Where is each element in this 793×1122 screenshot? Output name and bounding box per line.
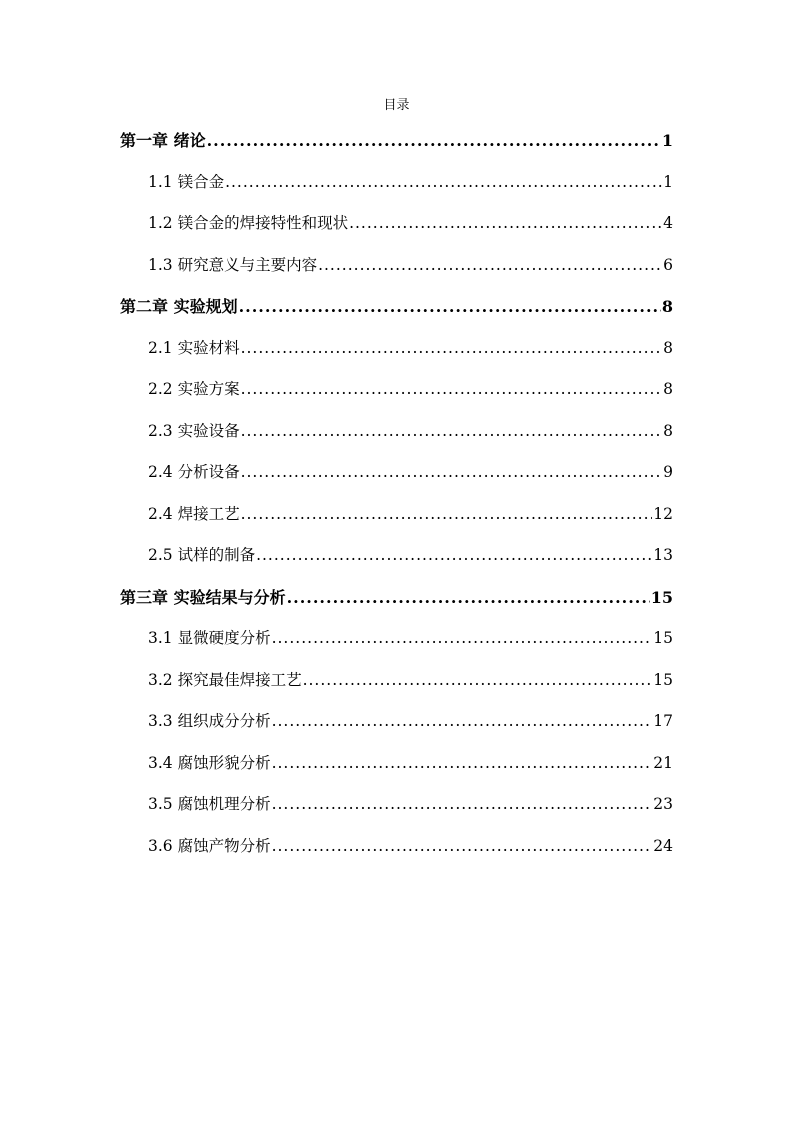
toc-entry-section[interactable]: [120, 701, 673, 743]
dot-leader: [241, 494, 653, 536]
dot-leader: [241, 328, 663, 370]
toc-entry-section[interactable]: [120, 660, 673, 702]
toc-entry-label: 第一章 绪论: [120, 131, 206, 150]
dot-leader: [272, 618, 653, 660]
toc-entry-section[interactable]: [120, 618, 673, 660]
toc-entry-label: 1.1 镁合金: [148, 172, 225, 191]
toc-entry-page: 1: [663, 172, 673, 191]
toc-entry-page: 9: [663, 463, 673, 481]
toc-entry-label: 第三章 实验结果与分析: [120, 587, 286, 607]
toc-entry-page: 6: [663, 255, 673, 274]
dot-leader: [272, 826, 653, 868]
toc-entry-section[interactable]: [120, 369, 673, 411]
toc-entry-section[interactable]: [120, 784, 673, 826]
toc-entry-page: 17: [653, 712, 673, 730]
dot-leader: [318, 245, 662, 287]
toc-entry-section[interactable]: [120, 203, 673, 245]
dot-leader: [287, 577, 650, 619]
toc-entry-section[interactable]: [120, 162, 673, 204]
dot-leader: [349, 203, 662, 245]
dot-leader: [303, 660, 653, 702]
table-of-contents: [120, 120, 673, 867]
toc-entry-section[interactable]: [120, 743, 673, 785]
toc-entry-section[interactable]: [120, 535, 673, 577]
toc-entry-page: 21: [653, 753, 673, 772]
toc-entry-label: 2.4 焊接工艺: [148, 504, 240, 523]
toc-entry-label: 2.3 实验设备: [148, 421, 240, 440]
toc-entry-page: 23: [653, 795, 673, 813]
dot-leader: [241, 411, 663, 453]
toc-entry-label: 2.1 实验材料: [148, 338, 240, 357]
dot-leader: [272, 743, 653, 785]
toc-entry-label: 2.2 实验方案: [148, 380, 240, 398]
toc-entry-label: 3.6 腐蚀产物分析: [148, 836, 271, 855]
toc-entry-section[interactable]: [120, 245, 673, 287]
toc-entry-page: 4: [663, 214, 673, 232]
dot-leader: [272, 784, 653, 826]
toc-entry-label: 1.3 研究意义与主要内容: [148, 255, 318, 274]
toc-entry-page: 1: [661, 131, 673, 150]
toc-entry-chapter-2[interactable]: [120, 286, 673, 328]
toc-entry-label: 3.2 探究最佳焊接工艺: [148, 670, 302, 689]
toc-entry-chapter-1[interactable]: [120, 120, 673, 162]
dot-leader: [225, 162, 662, 204]
dot-leader: [207, 120, 661, 162]
dot-leader: [272, 701, 653, 743]
toc-entry-page: 8: [663, 421, 673, 440]
dot-leader: [241, 369, 663, 411]
toc-entry-page: 8: [663, 380, 673, 398]
toc-entry-page: 8: [661, 297, 673, 316]
toc-entry-section[interactable]: [120, 452, 673, 494]
toc-entry-page: 13: [653, 546, 673, 564]
toc-entry-page: 15: [653, 629, 673, 647]
dot-leader: [256, 535, 652, 577]
toc-entry-label: 3.4 腐蚀形貌分析: [148, 753, 271, 772]
toc-entry-label: 1.2 镁合金的焊接特性和现状: [148, 214, 349, 232]
toc-entry-page: 12: [653, 504, 673, 523]
dot-leader: [241, 452, 663, 494]
toc-entry-page: 8: [663, 338, 673, 357]
toc-entry-page: 24: [653, 836, 673, 855]
toc-entry-page: 15: [650, 587, 673, 607]
toc-title: 目录: [383, 98, 410, 113]
toc-entry-label: 第二章 实验规划: [120, 297, 238, 316]
toc-entry-section[interactable]: [120, 826, 673, 868]
toc-entry-label: 3.1 显微硬度分析: [148, 629, 271, 647]
toc-entry-label: 3.3 组织成分分析: [148, 712, 271, 730]
dot-leader: [239, 286, 661, 328]
toc-entry-label: 2.5 试样的制备: [148, 546, 256, 564]
toc-entry-section[interactable]: [120, 328, 673, 370]
toc-entry-chapter-3[interactable]: [120, 577, 673, 619]
toc-entry-page: 15: [653, 670, 673, 689]
toc-entry-section[interactable]: [120, 494, 673, 536]
toc-entry-label: 3.5 腐蚀机理分析: [148, 795, 271, 813]
toc-entry-label: 2.4 分析设备: [148, 463, 240, 481]
toc-entry-section[interactable]: [120, 411, 673, 453]
